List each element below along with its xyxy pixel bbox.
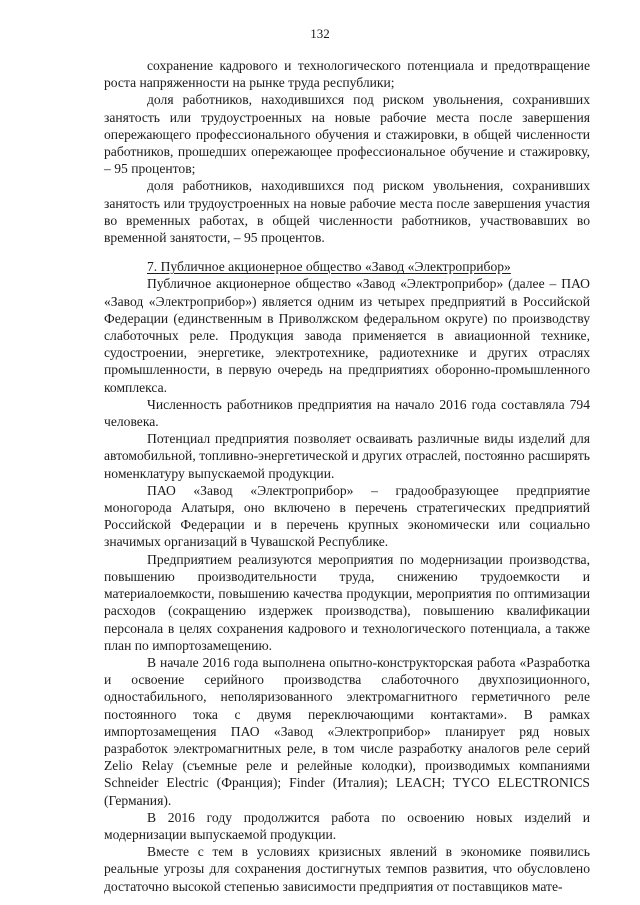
paragraph: В 2016 году продолжится работа по освоению новых изделий и модернизации выпускаемой продукции.	[104, 809, 590, 842]
paragraph: Публичное акционерное общество «Завод «Электроприбор» (далее – ПАО «Завод «Электроприбор») является одним из четырех предприятий в Российской Федерации (единственным в Приволжском федеральном округе) по производству слаботочных реле. Продукция завода применяется в авиационной технике, судостроении, энергетике, электротехнике, радиотехнике и других отраслях промышленности, в первую очередь на предприятиях оборонно-промышленного комплекса.	[104, 276, 590, 395]
paragraph: Потенциал предприятия позволяет осваивать различные виды изделий для автомобильной, топливно-энергетической и других отраслей, постоянно расширять номенклатуру выпускаемой продукции.	[104, 431, 590, 481]
paragraph: Численность работников предприятия на начало 2016 года составляла 794 человека.	[104, 396, 590, 430]
paragraph: доля работников, находившихся под риском увольнения, сохранивших занятость или трудоустроенных на новые рабочие места после завершения участия во временных работах, в общей численности работников, участвовавших во временной занятости, – 95 процентов.	[104, 178, 590, 246]
paragraph: Вместе с тем в условиях кризисных явлений в экономике появились реальные угрозы для сохранения достигнутых темпов развития, что обусловлено достаточно высокой степенью зависимости предприятия от поставщиков мате-	[104, 844, 590, 894]
paragraph: В начале 2016 года выполнена опытно-конструкторская работа «Разработка и освоение серийного производства слаботочного двухпозиционного, одностабильного, неполяризованного электромагнитного герметичного реле постоянного тока с двумя переключающими контактами». В рамках импортозамещения ПАО «Завод «Электроприбор» планирует ряд новых разработок электромагнитных реле, в том числе разработку аналогов реле серий Zelio Relay (съемные реле и релейные колодки), производимых компаниями Schneider Electric (Франция); Finder (Италия); LEACH; TYCO ELECTRONICS (Германия).	[104, 654, 590, 808]
document-body	[104, 57, 590, 895]
page-number: 132	[310, 26, 330, 41]
paragraph: доля работников, находившихся под риском увольнения, сохранивших занятость или трудоустроенных на новые рабочие места после завершения опережающего профессионального обучения и стажировки, в общей численности работников, прошедших опережающее профессиональное обучение и стажировку, – 95 процентов;	[104, 92, 590, 177]
paragraph: ПАО «Завод «Электроприбор» – градообразующее предприятие моногорода Алатыря, оно включено в перечень стратегических предприятий Российской Федерации и в перечень крупных экономически или социально значимых организаций в Чувашской Республике.	[104, 482, 590, 550]
section-heading: 7. Публичное акционерное общество «Завод «Электроприбор»	[147, 259, 511, 275]
paragraph: Предприятием реализуются мероприятия по модернизации производства, повышению производительности труда, снижению трудоемкости и материалоемкости, повышению качества продукции, мероприятия по оптимизации расходов (сокращению издержек производства), повышению квалификации персонала в целях сохранения кадрового и технологического потенциала, а также план по импортозамещению.	[104, 551, 590, 653]
paragraph: сохранение кадрового и технологического потенциала и предотвращение роста напряженности на рынке труда республики;	[104, 58, 590, 91]
